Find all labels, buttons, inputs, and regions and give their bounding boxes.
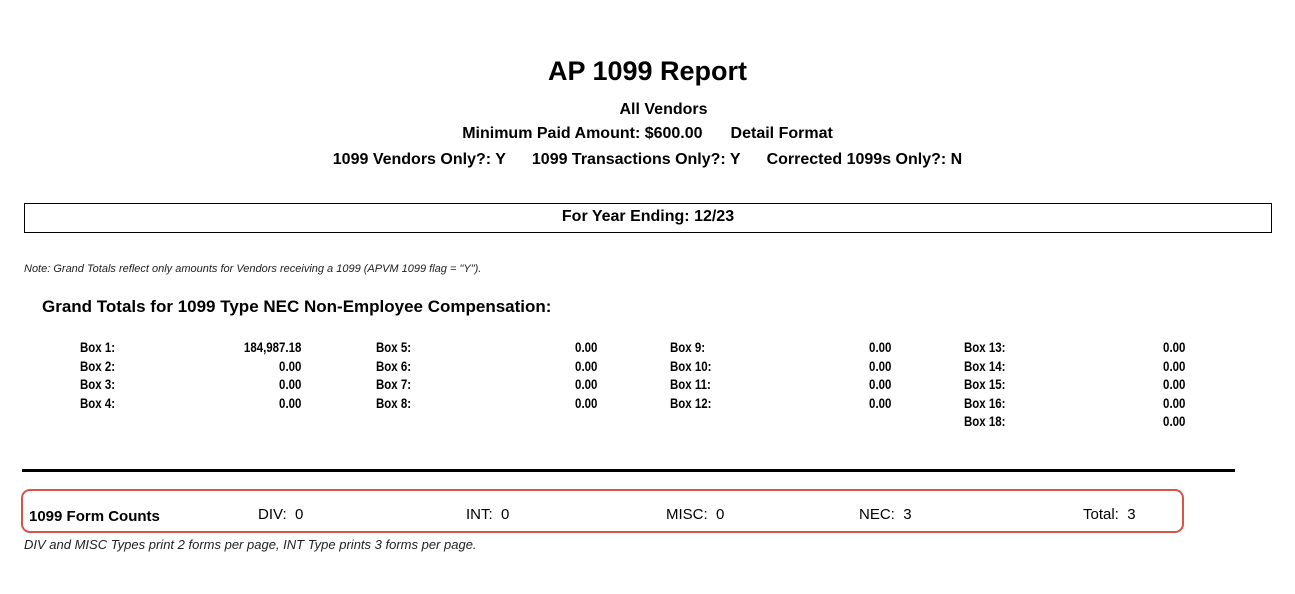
int-count-value: 0 (501, 506, 510, 523)
total-count (1083, 506, 1136, 523)
grand-totals-note: Note: Grand Totals reflect only amounts for Vendors receiving a 1099 (APVM 1099 flag = "Y"). (24, 263, 482, 275)
box-label: Box 3: (80, 376, 116, 392)
section-divider (22, 469, 1235, 472)
report-format: Detail Format (730, 125, 833, 142)
box-row (376, 357, 622, 376)
box-value: 0.00 (1163, 413, 1186, 429)
transactions-only-flag: 1099 Transactions Only?: Y (531, 151, 741, 168)
box-value: 0.00 (1163, 376, 1186, 392)
year-ending-banner (24, 203, 1272, 233)
box-label: Box 6: (376, 357, 412, 374)
box-label: Box 2: (80, 357, 116, 374)
box-value: 0.00 (279, 376, 302, 392)
box-value: 0.00 (279, 394, 302, 411)
box-value: 184,987.18 (243, 339, 302, 355)
box-row (670, 394, 916, 413)
box-value: 0.00 (279, 357, 302, 374)
box-value: 0.00 (1163, 339, 1186, 355)
box-value: 0.00 (575, 376, 598, 392)
box-label: Box 10: (670, 357, 712, 374)
box-label: Box 15: (964, 376, 1006, 392)
report-criteria-line (0, 125, 1295, 143)
box-value: 0.00 (869, 357, 892, 374)
box-row (670, 338, 916, 357)
box-row (964, 338, 1210, 357)
box-column-3 (670, 338, 916, 412)
box-value: 0.00 (575, 394, 598, 411)
box-row (964, 394, 1210, 413)
box-value: 0.00 (575, 357, 598, 374)
report-flags-line (0, 151, 1295, 169)
nec-count (859, 506, 912, 523)
misc-count (666, 506, 724, 523)
box-row (80, 375, 326, 394)
box-row (964, 412, 1210, 431)
box-label: Box 5: (376, 339, 412, 355)
int-count-label: INT: (466, 506, 493, 523)
int-count (466, 506, 509, 523)
nec-count-label: NEC: (859, 506, 895, 523)
box-value: 0.00 (1163, 357, 1186, 374)
box-row (964, 375, 1210, 394)
box-column-2 (376, 338, 622, 412)
form-counts-highlight (21, 489, 1184, 533)
box-label: Box 8: (376, 394, 412, 411)
box-label: Box 11: (670, 376, 711, 392)
box-row (670, 357, 916, 376)
misc-count-value: 0 (716, 506, 725, 523)
div-count-value: 0 (294, 506, 304, 523)
box-row (80, 357, 326, 376)
box-value: 0.00 (575, 339, 598, 355)
box-label: Box 4: (80, 394, 116, 411)
box-column-4 (964, 338, 1210, 431)
box-label: Box 13: (964, 339, 1006, 355)
box-label: Box 16: (964, 394, 1006, 411)
box-value: 0.00 (869, 394, 892, 411)
box-row (80, 394, 326, 413)
box-row (670, 375, 916, 394)
total-count-label: Total: (1083, 506, 1119, 523)
box-row (964, 357, 1210, 376)
box-label: Box 14: (964, 357, 1006, 374)
vendors-only-flag: 1099 Vendors Only?: Y (332, 151, 506, 168)
div-count-label: DIV: (258, 506, 287, 523)
box-label: Box 7: (376, 376, 412, 392)
vendors-scope: All Vendors (619, 101, 708, 118)
box-value: 0.00 (1163, 394, 1186, 411)
div-count (258, 506, 303, 523)
grand-totals-title: Grand Totals for 1099 Type NEC Non-Employee Compensation: (42, 297, 552, 316)
box-label: Box 12: (670, 394, 712, 411)
box-row (80, 338, 326, 357)
box-row (376, 394, 622, 413)
box-row (376, 338, 622, 357)
report-title: AP 1099 Report (547, 56, 748, 86)
box-label: Box 1: (80, 339, 116, 355)
misc-count-label: MISC: (666, 506, 708, 523)
box-value: 0.00 (869, 376, 892, 392)
box-label: Box 18: (964, 413, 1006, 429)
corrected-only-flag: Corrected 1099s Only?: N (766, 151, 963, 168)
box-row (376, 375, 622, 394)
nec-count-value: 3 (903, 506, 912, 523)
forms-per-page-footnote: DIV and MISC Types print 2 forms per page, INT Type prints 3 forms per page. (24, 537, 477, 552)
total-count-value: 3 (1127, 506, 1136, 523)
box-value: 0.00 (869, 339, 892, 355)
box-column-1 (80, 338, 326, 412)
year-ending-text: For Year Ending: 12/23 (561, 208, 735, 225)
box-label: Box 9: (670, 339, 706, 355)
min-paid-amount: Minimum Paid Amount: $600.00 (462, 125, 703, 142)
form-counts-label: 1099 Form Counts (29, 508, 160, 525)
